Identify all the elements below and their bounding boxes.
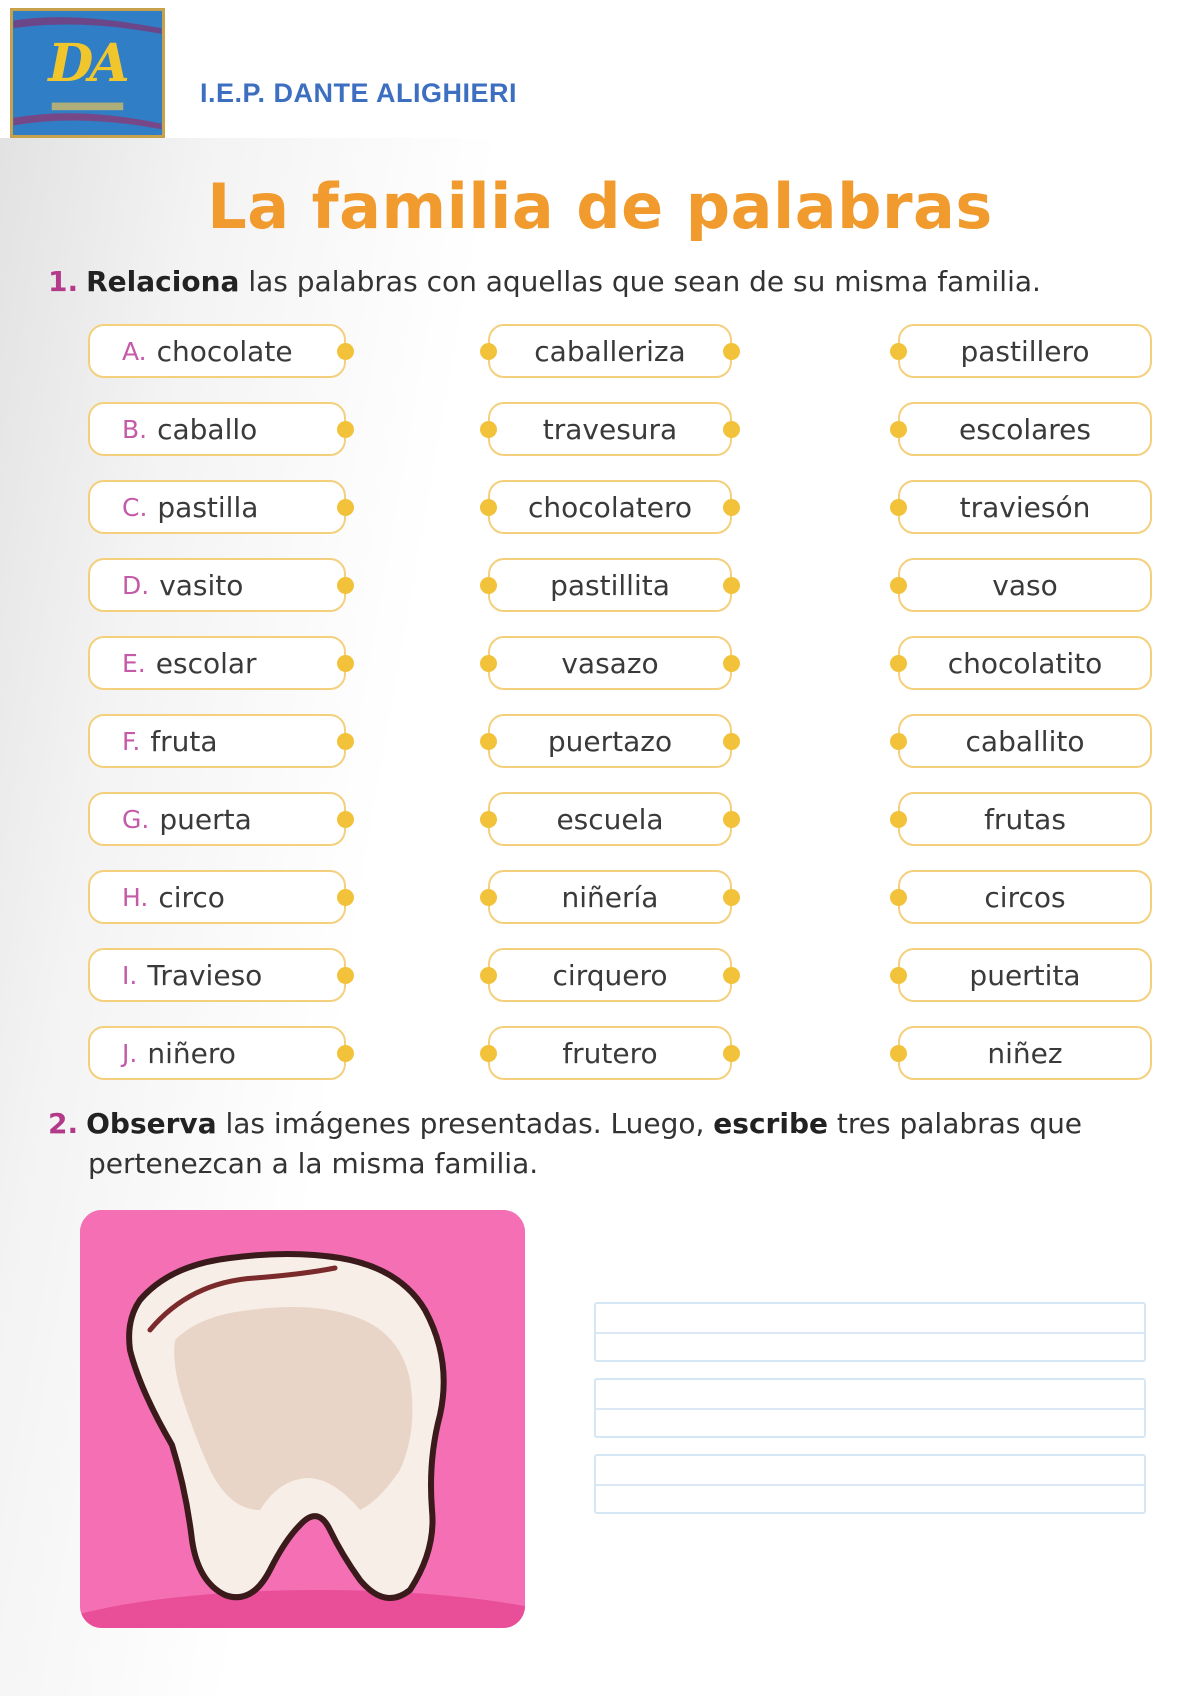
word-box-column-b[interactable] bbox=[488, 558, 732, 612]
connector-dot[interactable] bbox=[480, 343, 497, 360]
word-label: escolar bbox=[155, 646, 257, 680]
item-letter: H. bbox=[122, 882, 149, 912]
answer-line-3[interactable] bbox=[594, 1454, 1146, 1514]
connector-dot[interactable] bbox=[480, 655, 497, 672]
answer-line-2[interactable] bbox=[594, 1378, 1146, 1438]
item-letter: A. bbox=[122, 336, 147, 366]
word-label: frutas bbox=[984, 802, 1066, 836]
word-label: puertazo bbox=[547, 724, 673, 758]
connector-dot[interactable] bbox=[723, 811, 740, 828]
word-label: puertita bbox=[969, 958, 1081, 992]
word-box-column-b[interactable] bbox=[488, 636, 732, 690]
connector-dot[interactable] bbox=[723, 967, 740, 984]
exercise-1-instruction bbox=[48, 262, 1168, 302]
word-label: escuela bbox=[556, 802, 664, 836]
word-label: niñez bbox=[987, 1036, 1063, 1070]
connector-dot[interactable] bbox=[480, 811, 497, 828]
word-label: cirquero bbox=[552, 958, 668, 992]
connector-dot[interactable] bbox=[337, 967, 354, 984]
connector-dot[interactable] bbox=[890, 577, 907, 594]
instruction-verb-observe: Observa bbox=[86, 1107, 217, 1140]
word-box-column-b[interactable] bbox=[488, 870, 732, 924]
connector-dot[interactable] bbox=[723, 499, 740, 516]
word-box-column-c[interactable] bbox=[898, 402, 1152, 456]
word-box-column-b[interactable] bbox=[488, 792, 732, 846]
word-box-column-a[interactable] bbox=[88, 402, 346, 456]
word-label: niñero bbox=[147, 1036, 236, 1070]
word-label: travesura bbox=[542, 412, 678, 446]
instruction-text: las palabras con aquellas que sean de su misma familia. bbox=[239, 265, 1041, 298]
word-box-column-c[interactable] bbox=[898, 948, 1152, 1002]
instruction-verb-write: escribe bbox=[713, 1107, 828, 1140]
word-box-column-b[interactable] bbox=[488, 402, 732, 456]
word-label: chocolatero bbox=[528, 490, 692, 524]
word-label: circos bbox=[984, 880, 1066, 914]
school-logo bbox=[10, 8, 165, 138]
word-label: niñería bbox=[561, 880, 659, 914]
word-box-column-a[interactable] bbox=[88, 558, 346, 612]
item-letter: G. bbox=[122, 804, 150, 834]
word-box-column-a[interactable] bbox=[88, 636, 346, 690]
item-letter: J. bbox=[122, 1038, 138, 1068]
item-letter: D. bbox=[122, 570, 150, 600]
connector-dot[interactable] bbox=[337, 343, 354, 360]
connector-dot[interactable] bbox=[337, 811, 354, 828]
tooth-image bbox=[80, 1210, 525, 1628]
word-box-column-b[interactable] bbox=[488, 324, 732, 378]
connector-dot[interactable] bbox=[890, 499, 907, 516]
item-letter: B. bbox=[122, 414, 148, 444]
item-letter: C. bbox=[122, 492, 148, 522]
word-label: caballito bbox=[965, 724, 1085, 758]
word-label: vasito bbox=[159, 568, 244, 602]
connector-dot[interactable] bbox=[480, 967, 497, 984]
word-box-column-a[interactable] bbox=[88, 324, 346, 378]
connector-dot[interactable] bbox=[890, 343, 907, 360]
word-label: vasazo bbox=[561, 646, 659, 680]
word-box-column-c[interactable] bbox=[898, 870, 1152, 924]
word-box-column-b[interactable] bbox=[488, 714, 732, 768]
connector-dot[interactable] bbox=[723, 655, 740, 672]
connector-dot[interactable] bbox=[890, 655, 907, 672]
word-label: circo bbox=[158, 880, 225, 914]
word-box-column-a[interactable] bbox=[88, 948, 346, 1002]
word-box-column-b[interactable] bbox=[488, 1026, 732, 1080]
connector-dot[interactable] bbox=[723, 577, 740, 594]
connector-dot[interactable] bbox=[480, 889, 497, 906]
word-box-column-c[interactable] bbox=[898, 558, 1152, 612]
word-box-column-c[interactable] bbox=[898, 480, 1152, 534]
instruction-verb: Relaciona bbox=[86, 265, 240, 298]
connector-dot[interactable] bbox=[723, 889, 740, 906]
connector-dot[interactable] bbox=[723, 421, 740, 438]
word-label: chocolate bbox=[156, 334, 293, 368]
word-box-column-b[interactable] bbox=[488, 480, 732, 534]
word-label: escolares bbox=[959, 412, 1091, 446]
item-letter: E. bbox=[122, 648, 146, 678]
word-label: vaso bbox=[992, 568, 1058, 602]
page-title: La familia de palabras bbox=[207, 170, 993, 243]
word-label: traviesón bbox=[959, 490, 1091, 524]
word-box-column-a[interactable] bbox=[88, 480, 346, 534]
connector-dot[interactable] bbox=[337, 577, 354, 594]
instruction-text-line2: pertenezcan a la misma familia. bbox=[88, 1147, 539, 1180]
word-label: pastillita bbox=[550, 568, 670, 602]
connector-dot[interactable] bbox=[480, 733, 497, 750]
item-letter: I. bbox=[122, 960, 138, 990]
word-label: Travieso bbox=[147, 958, 263, 992]
exercise-number: 2. bbox=[48, 1107, 79, 1140]
word-label: puerta bbox=[159, 802, 252, 836]
connector-dot[interactable] bbox=[480, 1045, 497, 1062]
connector-dot[interactable] bbox=[890, 1045, 907, 1062]
word-box-column-a[interactable] bbox=[88, 714, 346, 768]
word-box-column-c[interactable] bbox=[898, 1026, 1152, 1080]
exercise-number: 1. bbox=[48, 265, 79, 298]
word-box-column-b[interactable] bbox=[488, 948, 732, 1002]
word-box-column-a[interactable] bbox=[88, 1026, 346, 1080]
word-label: frutero bbox=[562, 1036, 658, 1070]
connector-dot[interactable] bbox=[723, 733, 740, 750]
connector-dot[interactable] bbox=[480, 499, 497, 516]
connector-dot[interactable] bbox=[337, 889, 354, 906]
connector-dot[interactable] bbox=[337, 499, 354, 516]
connector-dot[interactable] bbox=[337, 421, 354, 438]
word-box-column-c[interactable] bbox=[898, 714, 1152, 768]
connector-dot[interactable] bbox=[890, 967, 907, 984]
logo-lettering: DA bbox=[48, 33, 126, 94]
instruction-text-end: tres palabras que bbox=[828, 1107, 1083, 1140]
word-label: pastillero bbox=[960, 334, 1090, 368]
instruction-text: las imágenes presentadas. Luego, bbox=[216, 1107, 714, 1140]
word-label: pastilla bbox=[157, 490, 259, 524]
word-box-column-a[interactable] bbox=[88, 870, 346, 924]
word-box-column-a[interactable] bbox=[88, 792, 346, 846]
answer-line-1[interactable] bbox=[594, 1302, 1146, 1362]
item-letter: F. bbox=[122, 726, 141, 756]
word-label: caballo bbox=[157, 412, 258, 446]
connector-dot[interactable] bbox=[337, 733, 354, 750]
connector-dot[interactable] bbox=[890, 421, 907, 438]
connector-dot[interactable] bbox=[890, 811, 907, 828]
word-label: chocolatito bbox=[947, 646, 1103, 680]
connector-dot[interactable] bbox=[480, 421, 497, 438]
connector-dot[interactable] bbox=[723, 1045, 740, 1062]
word-box-column-c[interactable] bbox=[898, 792, 1152, 846]
word-label: caballeriza bbox=[534, 334, 686, 368]
connector-dot[interactable] bbox=[890, 889, 907, 906]
connector-dot[interactable] bbox=[337, 655, 354, 672]
connector-dot[interactable] bbox=[723, 343, 740, 360]
word-label: fruta bbox=[150, 724, 218, 758]
word-box-column-c[interactable] bbox=[898, 324, 1152, 378]
word-box-column-c[interactable] bbox=[898, 636, 1152, 690]
school-name: I.E.P. DANTE ALIGHIERI bbox=[200, 78, 518, 108]
connector-dot[interactable] bbox=[890, 733, 907, 750]
exercise-2-instruction bbox=[48, 1104, 1168, 1184]
connector-dot[interactable] bbox=[337, 1045, 354, 1062]
tooth-icon bbox=[80, 1210, 525, 1628]
connector-dot[interactable] bbox=[480, 577, 497, 594]
